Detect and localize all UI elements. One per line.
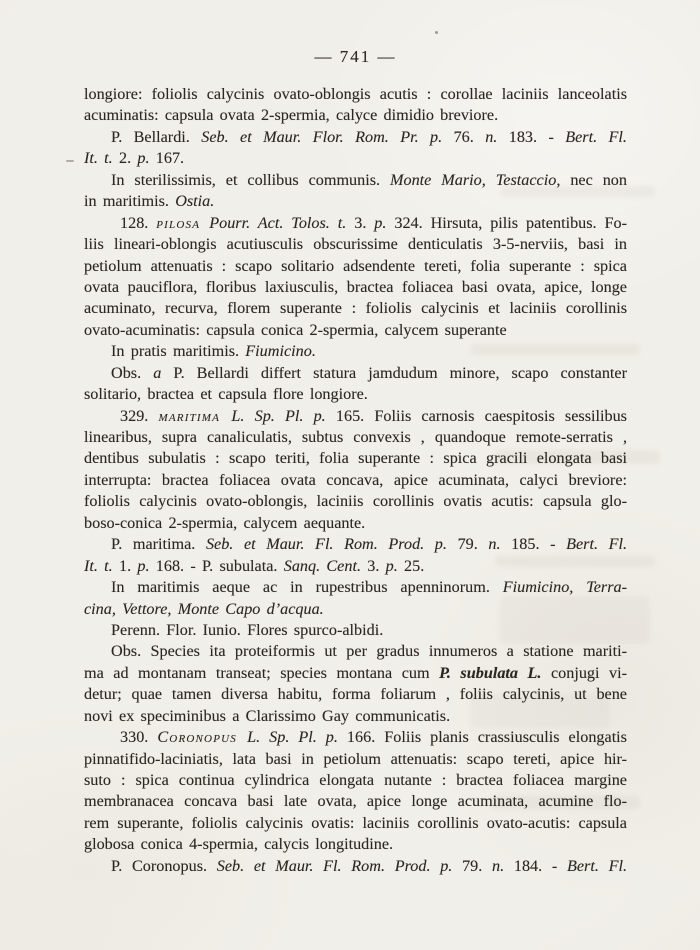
species-name: Coronopus (157, 728, 248, 747)
text-segment: Seb. et Maur. Fl. Rom. Prod. p. (216, 856, 463, 875)
text-segment: It. t. (84, 556, 119, 575)
text-segment: conjugi vi- (550, 663, 627, 682)
text-segment: in maritimis. (84, 192, 176, 211)
text-segment: Fiumicino. (245, 342, 316, 361)
text-line (84, 727, 627, 748)
text-segment: 165. Foliis carnosis caespitosis sessilibus (335, 406, 627, 425)
text-line (84, 684, 627, 705)
text-line (84, 577, 627, 598)
text-segment: 330. (120, 728, 158, 747)
text-line (84, 470, 627, 491)
text-line (84, 320, 627, 341)
text-segment: cina, Vettore, Monte Capo d’acqua. (84, 599, 324, 618)
text-segment: a (153, 363, 174, 382)
text-line (84, 148, 627, 169)
text-line (84, 534, 627, 555)
text-segment: 329. (120, 406, 159, 425)
text-segment: Bert. Fl. (565, 127, 627, 146)
text-segment: n. (485, 127, 509, 146)
text-line (84, 406, 627, 427)
text-segment: longiore: foliolis calycinis ovato-oblongis acutis : corollae laciniis lanceolatis (84, 85, 627, 103)
text-line (84, 234, 627, 255)
text-segment: 2. (118, 149, 138, 168)
text-block (84, 84, 627, 877)
text-segment: It. t. (84, 149, 119, 168)
text-segment: 183. - (508, 127, 566, 146)
text-segment: globosa conica 4-spermia, calycis longitudine. (84, 835, 394, 854)
text-segment: 166. Foliis planis crassiusculis elongatis (346, 728, 627, 747)
text-segment: Seb. et Maur. Fl. Rom. Prod. p. (205, 535, 458, 554)
text-line (84, 706, 627, 727)
text-segment: rem superante, foliolis calycinis ovatis: laciniis corollinis ovato-acutis: capsula (84, 813, 627, 832)
text-segment: P. Bellardi. (111, 127, 202, 146)
text-segment: dentibus subulatis : scapo teriti, folia superante : spica gracili elongata basi (84, 449, 627, 468)
text-line (84, 856, 627, 877)
text-line (84, 491, 627, 512)
text-line (84, 556, 627, 577)
text-segment: L. Sp. Pl. p. (247, 728, 347, 747)
text-segment: novi ex speciminibus a Clarissimo Gay communicatis. (84, 706, 451, 725)
text-segment: n. (492, 856, 514, 875)
text-line (84, 105, 627, 126)
text-segment: 324. Hirsuta, pilis patentibus. Fo- (394, 213, 627, 232)
text-segment: acuminatis: capsula ovata 2-spermia, calyce dimidio breviore. (84, 106, 499, 125)
text-line (84, 277, 627, 298)
text-segment: 79. (462, 856, 492, 875)
ink-speck (435, 31, 438, 34)
text-segment: petiolum attenuatis : scapo solitario adsendente tereti, folia superante : spica (84, 256, 627, 275)
text-segment: Sanq. Cent. (283, 556, 368, 575)
text-segment: ovato-acuminatis: capsula conica 2-spermia, calycem superante (84, 320, 507, 339)
text-line (84, 256, 627, 277)
text-segment: Monte Mario, Testaccio, (390, 170, 561, 189)
text-segment: 79. (457, 535, 489, 554)
text-line (84, 84, 627, 105)
text-segment: P. Coronopus. (111, 856, 217, 875)
text-segment: Seb. et Maur. Flor. Rom. Pr. p. (201, 127, 454, 146)
text-line (84, 749, 627, 770)
text-segment: In pratis maritimis. (111, 342, 246, 361)
text-segment: Obs. Species ita proteiformis ut per gradus innumeros a statione mariti- (111, 642, 627, 661)
text-segment: acuminato, recurva, florem superante : foliolis calycinis et laciniis corollinis (84, 299, 627, 318)
text-line (84, 663, 627, 684)
text-line (84, 448, 627, 469)
text-segment: suto : spica continua cylindrica elongata nutante : bractea foliacea margine (84, 771, 627, 789)
text-line (84, 620, 627, 641)
text-segment: liis lineari-oblongis acutiusculis obscurissime denticulatis 3-5-nerviis, basi in (84, 235, 627, 254)
text-segment: ovata pauciflora, floribus laxiusculis, bractea foliacea basi ovata, apice, longe (84, 277, 627, 296)
text-line (84, 363, 627, 384)
text-segment: 3. (354, 213, 375, 232)
text-segment: 76. (453, 127, 486, 146)
ink-speck (66, 160, 74, 162)
text-segment: Perenn. Flor. Iunio. Flores spurco-albidi. (111, 620, 384, 639)
text-line (84, 341, 627, 362)
text-segment: In maritimis aeque ac in rupestribus apenninorum. (111, 578, 503, 597)
text-segment: P. Bellardi differt statura jamdudum minore, scapo constanter (173, 363, 627, 382)
text-line (84, 834, 627, 855)
text-line (84, 641, 627, 662)
text-segment: Pourr. Act. Tolos. t. (209, 213, 355, 232)
text-line (84, 427, 627, 448)
text-segment: P. maritima. (111, 535, 206, 554)
text-segment: 128. (120, 213, 157, 232)
species-name: maritima (158, 406, 232, 425)
text-line (84, 599, 627, 620)
text-segment: Bert. Fl. (566, 856, 627, 875)
text-segment: n. (488, 535, 512, 554)
text-line (84, 791, 627, 812)
text-segment: Ostia. (175, 192, 215, 211)
text-segment: pinnatifido-laciniatis, lata basi in petiolum attenuatis: scapo tereti, apice hir- (84, 749, 627, 768)
page-number: — 741 — (314, 47, 397, 66)
text-line (84, 191, 627, 212)
text-segment: interrupta: bractea foliacea ovata concava, apice acuminata, calyci breviore: (84, 470, 627, 489)
text-segment: 167. (155, 149, 185, 168)
text-segment: linearibus, supra canaliculatis, subtus convexis , quandoque remote-serratis , (84, 428, 627, 446)
text-segment: 3. (367, 556, 386, 575)
text-segment: 184. - (513, 856, 567, 875)
text-segment: ma ad montanam transeat; species montana cum (84, 663, 440, 682)
text-segment: In sterilissimis, et collibus communis. (111, 170, 391, 189)
text-segment: Fiumicino, Terra- (502, 578, 627, 597)
species-name: pilosa (156, 213, 210, 232)
text-segment: nec non (560, 170, 627, 189)
text-segment: L. Sp. Pl. p. (231, 406, 336, 425)
text-segment: p. (374, 213, 395, 232)
text-segment: p. (385, 556, 405, 575)
text-segment: membranacea concava basi late ovata, apice longe acuminata, acumine flo- (84, 792, 627, 811)
text-segment: Obs. (111, 363, 154, 382)
text-segment: p. (137, 556, 156, 575)
text-segment: 1. (118, 556, 138, 575)
text-segment: 168. - P. subulata. (155, 556, 284, 575)
text-segment: P. subulata L. (439, 663, 551, 682)
text-line (84, 770, 627, 791)
text-line (84, 213, 627, 234)
text-segment: 185. - (511, 535, 567, 554)
text-segment: 25. (404, 556, 425, 575)
text-segment: boso-conica 2-spermia, calycem aequante. (84, 513, 366, 532)
text-line (84, 384, 627, 405)
text-segment: detur; quae tamen diversa habitu, forma foliarum , foliis calycinis, ut bene (84, 685, 627, 704)
text-line (84, 127, 627, 148)
text-line (84, 298, 627, 319)
text-segment: p. (137, 149, 156, 168)
text-segment: Bert. Fl. (566, 535, 627, 554)
text-segment: solitario, bractea et capsula flore longiore. (84, 385, 368, 404)
text-line (84, 813, 627, 834)
text-line (84, 170, 627, 191)
text-line (84, 513, 627, 534)
text-segment: foliolis calycinis ovato-oblongis, laciniis corollinis ovatis acutis: capsula glo- (84, 492, 627, 511)
